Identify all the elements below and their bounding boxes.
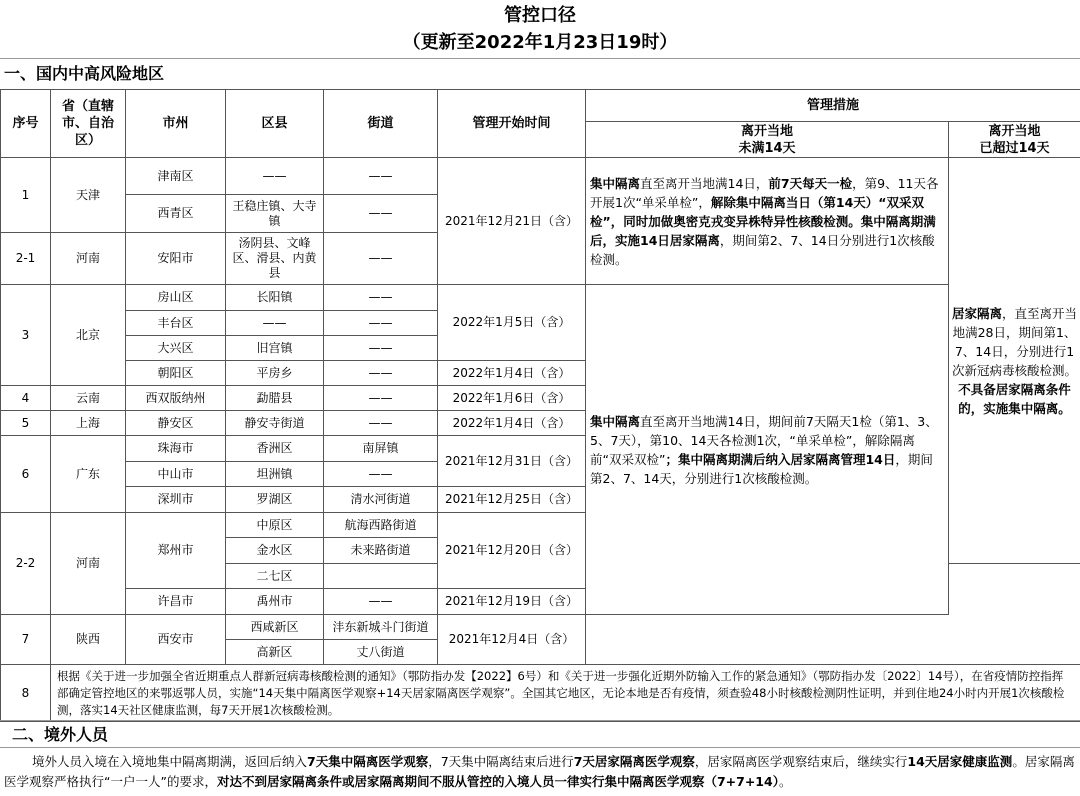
- table-cell: ——: [324, 589, 438, 615]
- table-cell: 云南: [51, 386, 126, 411]
- header-leave-lt14: 离开当地 未满14天: [586, 122, 949, 158]
- table-cell: 珠海市: [126, 436, 226, 462]
- table-cell: 2022年1月4日（含）: [438, 361, 586, 386]
- table-cell: 长阳镇: [226, 285, 324, 311]
- table-cell: 南屏镇: [324, 436, 438, 462]
- measure-text: 直至离开当地满14日，: [640, 175, 769, 191]
- table-cell: 丰台区: [126, 311, 226, 336]
- table-cell: 2021年12月4日（含）: [438, 615, 586, 665]
- table-cell: 西安市: [126, 615, 226, 665]
- measure-text: 集中隔离: [590, 413, 641, 429]
- measure-cell-c: [949, 158, 1080, 564]
- table-cell: 丈八街道: [324, 640, 438, 665]
- table-cell: ——: [324, 195, 438, 233]
- table-cell: 罗湖区: [226, 487, 324, 513]
- header-seq: 序号: [1, 90, 51, 158]
- table-cell: 深圳市: [126, 487, 226, 513]
- table-cell: ——: [324, 386, 438, 411]
- table-cell: 7: [1, 615, 51, 665]
- table-cell: 北京: [51, 285, 126, 386]
- table-cell: 沣东新城斗门街道: [324, 615, 438, 640]
- table-cell: 上海: [51, 411, 126, 436]
- header-city: 市州: [126, 90, 226, 158]
- page-subtitle: （更新至2022年1月23日19时）: [402, 32, 678, 53]
- table-cell: 河南: [51, 233, 126, 285]
- para-text: 境外人员入境在入境地集中隔离期满，返回后纳入: [32, 754, 308, 769]
- table-cell: 2022年1月5日（含）: [438, 285, 586, 361]
- table-cell: 津南区: [126, 158, 226, 195]
- table-cell: 禹州市: [226, 589, 324, 615]
- measure-text: 不具备居家隔离条件的，实施集中隔离。: [958, 381, 1071, 416]
- measure-text: ，期间第2、7、14日分别进行1次核酸检测。: [590, 232, 935, 267]
- measure-text: 直至离开当地满14日，期间前7天隔天1检（第1、3、5、7天），第10、14天各检测1次，“单采单检”，解除隔离前“双采双检”: [590, 413, 938, 467]
- header-start-time: 管理开始时间: [438, 90, 586, 158]
- para-text: 7天集中隔离医学观察: [307, 754, 429, 769]
- table-cell: 2021年12月19日（含）: [438, 589, 586, 615]
- table-cell: 2021年12月20日（含）: [438, 513, 586, 589]
- table-cell: 勐腊县: [226, 386, 324, 411]
- divider: [0, 58, 1080, 59]
- table-cell: 2021年12月31日（含）: [438, 436, 586, 487]
- page-title: 管控口径: [504, 5, 576, 26]
- table-cell: 航海西路街道: [324, 513, 438, 538]
- table-cell: 王稳庄镇、大寺镇: [226, 195, 324, 233]
- measure-text: ，第9、11天各开展1次“单采单检”，: [590, 175, 939, 210]
- table-cell: 许昌市: [126, 589, 226, 615]
- table-cell: [324, 564, 438, 589]
- table-cell: 2021年12月25日（含）: [438, 487, 586, 513]
- table-cell: 坦洲镇: [226, 462, 324, 487]
- table-cell: ——: [324, 462, 438, 487]
- header-district: 区县: [226, 90, 324, 158]
- note-cell: 根据《关于进一步加强全省近期重点人群新冠病毒核酸检测的通知》（鄂防指办发【2022】6号）和《关于进一步强化近期外防输入工作的紧急通知》（鄂防指办发〔2022〕14号），在省疫情防控指挥部确定管控地区的来鄂返鄂人员，实施“14天集中隔离医学观察+14天居家隔离医学观察”。全国其它地区，无论本地是否有疫情，须查验48小时核酸检测阴性证明，并到住地24小时内开展1次核酸检测，落实14天社区健康监测，每7天开展1次核酸检测。: [51, 665, 1080, 722]
- measure-text: 前7天每天一检: [768, 175, 853, 191]
- measure-text: 集中隔离: [590, 175, 641, 191]
- table-cell: 旧宫镇: [226, 336, 324, 361]
- table-cell: 清水河街道: [324, 487, 438, 513]
- table-cell: 西咸新区: [226, 615, 324, 640]
- table-cell: ——: [324, 285, 438, 311]
- table-cell: ——: [226, 311, 324, 336]
- table-cell: 西双版纳州: [126, 386, 226, 411]
- table-cell: 6: [1, 436, 51, 513]
- table-cell: 河南: [51, 513, 126, 615]
- table-cell: 二七区: [226, 564, 324, 589]
- measure-text: ，直至离开当地满28日，期间第1、7、14日，分别进行1次新冠病毒核酸检测。: [952, 305, 1078, 378]
- risk-area-table: [0, 89, 1080, 722]
- table-cell: 2-2: [1, 513, 51, 615]
- table-cell: ——: [324, 233, 438, 285]
- table-cell: 香洲区: [226, 436, 324, 462]
- header-street: 街道: [324, 90, 438, 158]
- overseas-paragraph: [4, 752, 1076, 792]
- table-cell: 3: [1, 285, 51, 386]
- table-cell: ——: [324, 411, 438, 436]
- table-cell: 广东: [51, 436, 126, 513]
- table-cell: 2021年12月21日（含）: [438, 158, 586, 285]
- table-cell: 4: [1, 386, 51, 411]
- header-province: 省（直辖市、自治区）: [51, 90, 126, 158]
- measure-text: ；集中隔离期满后纳入居家隔离管理14日: [665, 451, 896, 467]
- para-text: 对达不到居家隔离条件或居家隔离期间不服从管控的入境人员一律实行集中隔离医学观察（7+7+14）: [216, 774, 779, 789]
- table-cell: 2-1: [1, 233, 51, 285]
- table-cell: ——: [324, 158, 438, 195]
- table-cell: ——: [226, 158, 324, 195]
- measure-cell-a: [586, 158, 949, 285]
- para-text: ，7天集中隔离结束后进行: [428, 754, 574, 769]
- section-heading-domestic: 一、国内中高风险地区: [4, 64, 165, 83]
- table-cell: 朝阳区: [126, 361, 226, 386]
- table-cell: 8: [1, 665, 51, 722]
- para-text: ，居家隔离医学观察结束后，继续实行: [694, 754, 908, 769]
- table-cell: 金水区: [226, 538, 324, 564]
- table-cell: 高新区: [226, 640, 324, 665]
- table-cell: 西青区: [126, 195, 226, 233]
- table-cell: 静安区: [126, 411, 226, 436]
- measure-cell-b: [586, 285, 949, 615]
- table-cell: ——: [324, 361, 438, 386]
- table-cell: 5: [1, 411, 51, 436]
- para-text: 。: [778, 774, 792, 789]
- divider: [0, 747, 1080, 748]
- table-cell: ——: [324, 336, 438, 361]
- header-measures: 管理措施: [586, 90, 1080, 122]
- table-cell: 安阳市: [126, 233, 226, 285]
- table-cell: 中原区: [226, 513, 324, 538]
- table-cell: ——: [324, 311, 438, 336]
- table-cell: 2022年1月6日（含）: [438, 386, 586, 411]
- table-cell: 郑州市: [126, 513, 226, 589]
- table-cell: 房山区: [126, 285, 226, 311]
- table-cell: 天津: [51, 158, 126, 233]
- table-cell: 未来路街道: [324, 538, 438, 564]
- table-cell: 静安寺街道: [226, 411, 324, 436]
- measure-text: ，期间第2、7、14天，分别进行1次核酸检测。: [590, 451, 933, 486]
- section-heading-overseas: 二、境外人员: [12, 725, 109, 744]
- para-text: 。居家隔离医学观察严格执行“一户一人”的要求，: [4, 754, 1075, 789]
- measure-text: 解除集中隔离当日（第14天）“双采双检”，同时加做奥密克戎变异株特异性核酸检测。集中隔离期满后，实施14日居家隔离: [590, 194, 936, 248]
- para-text: 7天居家隔离医学观察: [573, 754, 695, 769]
- divider: [0, 720, 1080, 721]
- para-text: 14天居家健康监测: [907, 754, 1013, 769]
- table-cell: 2022年1月4日（含）: [438, 411, 586, 436]
- table-cell: 1: [1, 158, 51, 233]
- table-cell: 陕西: [51, 615, 126, 665]
- header-leave-gt14: 离开当地 已超过14天: [949, 122, 1080, 158]
- table-cell: 中山市: [126, 462, 226, 487]
- table-cell: 汤阴县、文峰区、滑县、内黄县: [226, 233, 324, 285]
- table-cell: 大兴区: [126, 336, 226, 361]
- table-cell: 平房乡: [226, 361, 324, 386]
- measure-text: 居家隔离: [951, 305, 1002, 321]
